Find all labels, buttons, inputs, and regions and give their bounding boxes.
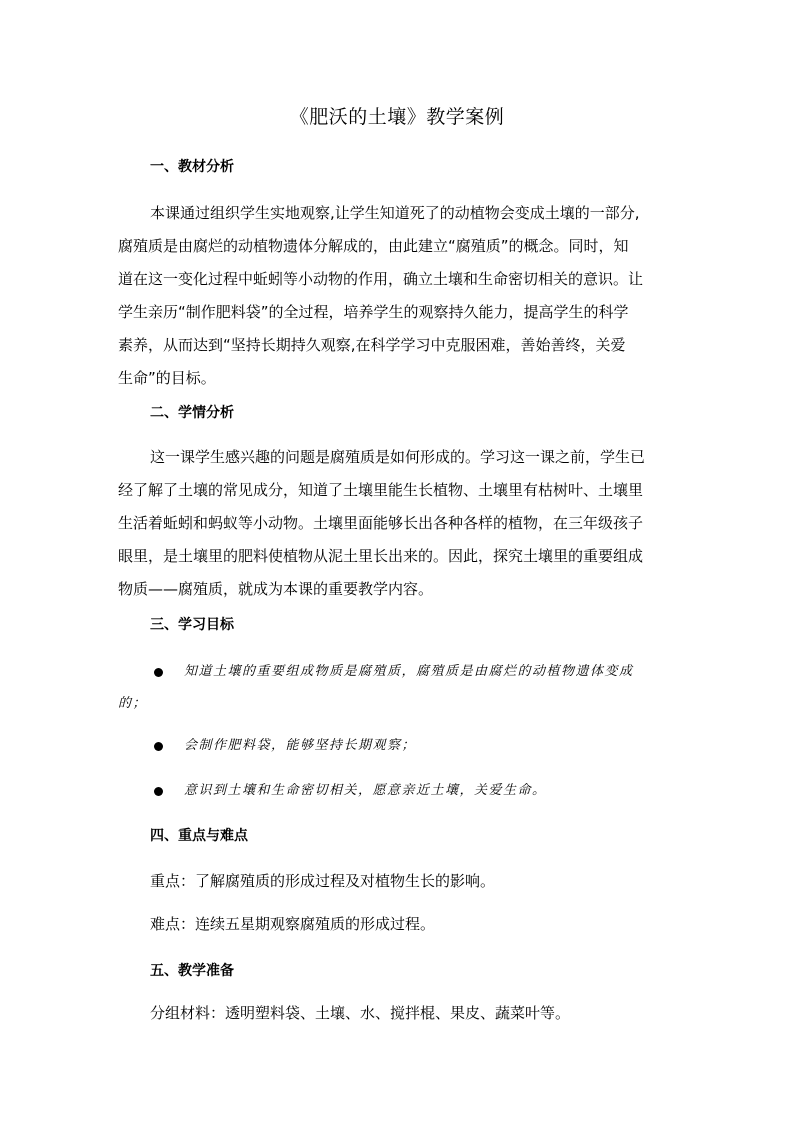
paragraph-line: 道在这一变化过程中蚯蚓等小动物的作用，确立土壤和生命密切相关的意识。让 bbox=[118, 270, 644, 288]
section-heading-key-points: 四、重点与难点 bbox=[150, 828, 248, 844]
section-heading-teaching-preparation: 五、教学准备 bbox=[150, 963, 234, 979]
goal-text-continuation: 的； bbox=[118, 696, 148, 711]
goal-list-item bbox=[118, 730, 683, 762]
paragraph-line: 腐殖质是由腐烂的动植物遗体分解成的，由此建立“腐殖质”的概念。同时，知 bbox=[118, 237, 629, 255]
paragraph-line: 这一课学生感兴趣的问题是腐殖质是如何形成的。学习这一课之前，学生已 bbox=[150, 448, 646, 466]
paragraph-line: 生命”的目标。 bbox=[118, 369, 216, 387]
paragraph-line: 素养，从而达到“坚持长期持久观察,在科学学习中克服困难，善始善终，关爱 bbox=[118, 336, 626, 354]
paragraph-textbook-analysis bbox=[118, 197, 678, 395]
bullet-icon bbox=[154, 787, 163, 796]
paragraph-line: 本课通过组织学生实地观察,让学生知道死了的动植物会变成土壤的一部分, bbox=[150, 204, 640, 222]
section-heading-textbook-analysis: 一、教材分析 bbox=[150, 159, 234, 175]
bullet-icon bbox=[154, 742, 163, 751]
goal-text: 会制作肥料袋，能够坚持长期观察； bbox=[184, 738, 417, 753]
goal-list-item bbox=[118, 775, 683, 807]
section-heading-learner-analysis: 二、学情分析 bbox=[150, 405, 234, 421]
goal-text: 意识到土壤和生命密切相关，愿意亲近土壤，关爱生命。 bbox=[184, 783, 547, 798]
materials-text: 分组材料：透明塑料袋、土壤、水、搅拌棍、果皮、蔬菜叶等。 bbox=[150, 1004, 571, 1022]
goal-list-item bbox=[118, 656, 683, 720]
paragraph-line: 物质——腐殖质，就成为本课的重要教学内容。 bbox=[118, 580, 434, 598]
bullet-icon bbox=[154, 668, 163, 677]
paragraph-line: 生活着蚯蚓和蚂蚁等小动物。土壤里面能够长出各种各样的植物，在三年级孩子 bbox=[118, 514, 644, 532]
difficult-point-text: 难点：连续五星期观察腐殖质的形成过程。 bbox=[150, 915, 436, 933]
document-title: 《肥沃的土壤》教学案例 bbox=[289, 106, 505, 128]
paragraph-learner-analysis bbox=[118, 441, 678, 606]
section-heading-learning-goals: 三、学习目标 bbox=[150, 617, 234, 633]
paragraph-line: 学生亲历“制作肥料袋”的全过程，培养学生的观察持久能力，提高学生的科学 bbox=[118, 303, 629, 321]
goal-text: 知道土壤的重要组成物质是腐殖质，腐殖质是由腐烂的动植物遗体变成 bbox=[184, 664, 634, 679]
paragraph-line: 眼里，是土壤里的肥料使植物从泥土里长出来的。因此，探究土壤里的重要组成 bbox=[118, 547, 644, 565]
key-point-text: 重点：了解腐殖质的形成过程及对植物生长的影响。 bbox=[150, 872, 496, 890]
paragraph-line: 经了解了土壤的常见成分，知道了土壤里能生长植物、土壤里有枯树叶、土壤里 bbox=[118, 481, 644, 499]
